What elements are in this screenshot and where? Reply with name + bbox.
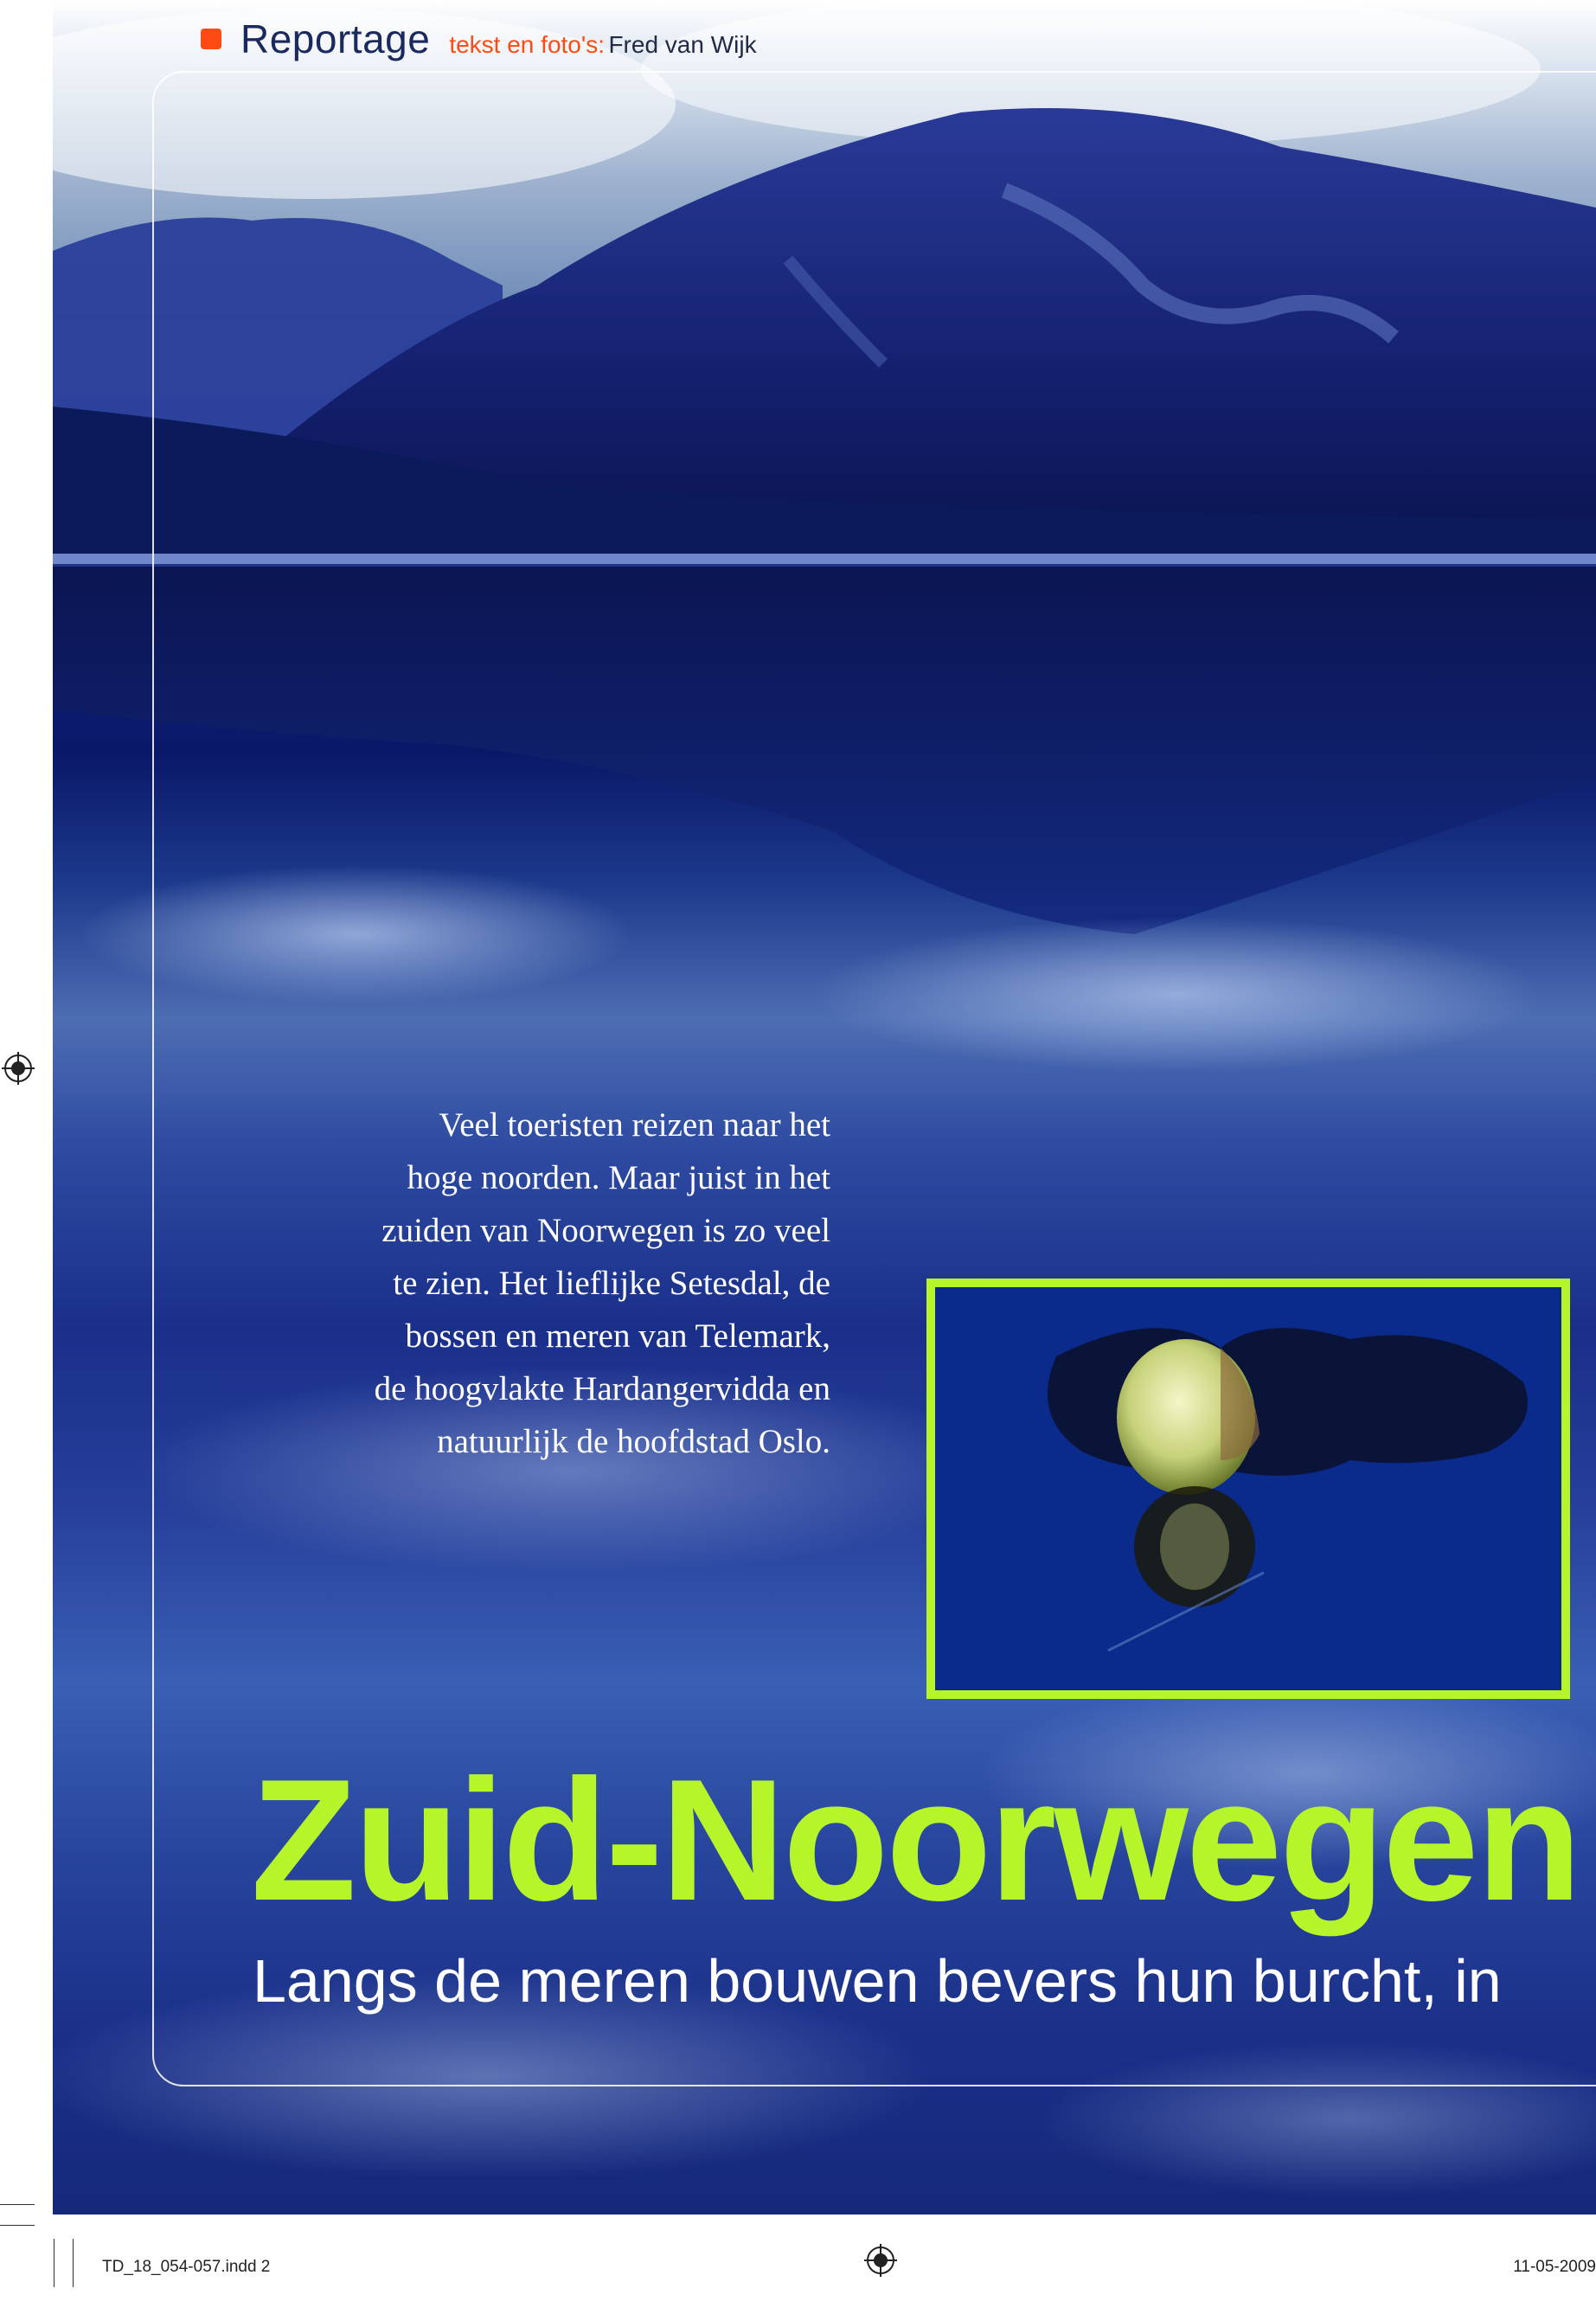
- intro-line: de hoogvlakte Hardangervidda en: [374, 1370, 830, 1407]
- intro-line: Veel toeristen reizen naar het: [439, 1106, 830, 1144]
- article-subtitle: Langs de meren bouwen bevers hun burcht, in: [253, 1947, 1502, 2015]
- file-slug: TD_18_054-057.indd 2: [102, 2258, 271, 2276]
- credit-name: Fred van Wijk: [608, 31, 757, 58]
- intro-line: hoge noorden. Maar juist in het: [407, 1159, 830, 1196]
- crop-mark: [0, 2204, 35, 2205]
- intro-line: bossen en meren van Telemark,: [405, 1317, 830, 1355]
- credit-label: tekst en foto's:: [449, 31, 605, 58]
- registration-mark-icon: [2, 1052, 35, 1085]
- article-title: Zuid-Noorwegen: [251, 1744, 1580, 1937]
- page-header: [201, 16, 757, 59]
- section-label: Reportage: [240, 16, 431, 61]
- intro-line: natuurlijk de hoofdstad Oslo.: [437, 1423, 830, 1460]
- section-marker-icon: [201, 29, 221, 49]
- crop-mark: [73, 2239, 74, 2287]
- intro-text: [260, 1099, 830, 1468]
- intro-line: te zien. Het lieflijke Setesdal, de: [393, 1265, 830, 1302]
- water-lily-photo: [926, 1279, 1570, 1699]
- date-slug: 11-05-2009: [1513, 2258, 1596, 2276]
- registration-mark-icon: [864, 2244, 897, 2277]
- crop-mark: [0, 2225, 35, 2226]
- intro-line: zuiden van Noorwegen is zo veel: [381, 1212, 830, 1249]
